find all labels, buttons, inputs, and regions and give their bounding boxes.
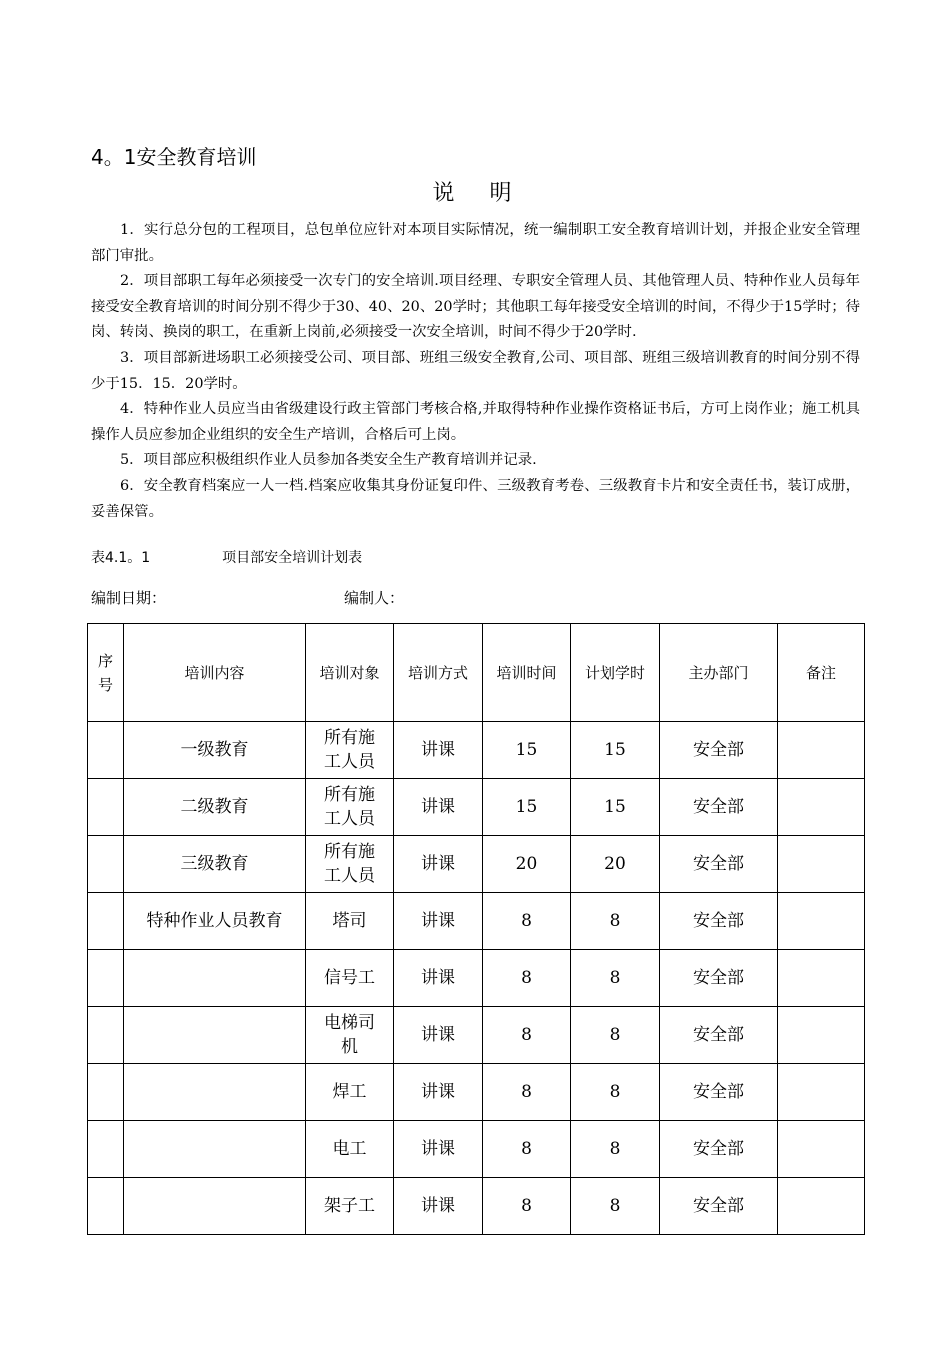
cell-target: 架子工 xyxy=(306,1178,394,1235)
cell-note xyxy=(778,836,865,893)
cell-dept: 安全部 xyxy=(660,779,778,836)
cell-dept: 安全部 xyxy=(660,950,778,1007)
document-title: 说 明 xyxy=(432,181,526,206)
cell-hours: 15 xyxy=(571,722,660,779)
cell-hours: 8 xyxy=(571,893,660,950)
table-row xyxy=(88,893,865,950)
cell-seq xyxy=(88,1178,124,1235)
cell-hours: 8 xyxy=(571,1121,660,1178)
table-row xyxy=(88,1121,865,1178)
cell-method: 讲课 xyxy=(394,722,483,779)
table-title: 项目部安全培训计划表 xyxy=(222,550,363,566)
cell-hours: 15 xyxy=(571,779,660,836)
cell-seq xyxy=(88,722,124,779)
cell-content xyxy=(124,1007,306,1064)
cell-method: 讲课 xyxy=(394,1064,483,1121)
header-method: 培训方式 xyxy=(394,624,483,722)
training-plan-table xyxy=(87,623,865,1235)
note-paragraph: 1．实行总分包的工程项目，总包单位应针对本项目实际情况，统一编制职工安全教育培训计划，并报企业安全管理部门审批。 xyxy=(91,222,860,264)
header-target: 培训对象 xyxy=(306,624,394,722)
cell-hours: 8 xyxy=(571,1007,660,1064)
cell-target: 所有施工人员 xyxy=(306,836,394,893)
cell-target: 信号工 xyxy=(306,950,394,1007)
cell-dept: 安全部 xyxy=(660,1007,778,1064)
note-paragraph: 6．安全教育档案应一人一档.档案应收集其身份证复印件、三级教育考卷、三级教育卡片和安全责任书，装订成册，妥善保管。 xyxy=(91,477,860,520)
cell-time: 8 xyxy=(483,950,571,1007)
cell-note xyxy=(778,722,865,779)
cell-hours: 8 xyxy=(571,950,660,1007)
header-dept: 主办部门 xyxy=(660,624,778,722)
cell-content: 特种作业人员教育 xyxy=(124,893,306,950)
cell-note xyxy=(778,1007,865,1064)
table-caption xyxy=(91,546,362,570)
cell-content: 一级教育 xyxy=(124,722,306,779)
cell-time: 15 xyxy=(483,779,571,836)
table-row xyxy=(88,1178,865,1235)
table-number: 表4.1。1 xyxy=(91,550,151,566)
cell-target: 所有施工人员 xyxy=(306,779,394,836)
table-row xyxy=(88,836,865,893)
table-header-row xyxy=(88,624,865,722)
cell-time: 8 xyxy=(483,1007,571,1064)
table-row xyxy=(88,1007,865,1064)
cell-method: 讲课 xyxy=(394,893,483,950)
cell-hours: 20 xyxy=(571,836,660,893)
compiler-label: 编制人： xyxy=(344,589,405,607)
cell-dept: 安全部 xyxy=(660,1178,778,1235)
cell-seq xyxy=(88,779,124,836)
cell-note xyxy=(778,893,865,950)
cell-seq xyxy=(88,1121,124,1178)
note-paragraph: 4．特种作业人员应当由省级建设行政主管部门考核合格,并取得特种作业操作资格证书后，方可上岗作业；施工机具操作人员应参加企业组织的安全生产培训，合格后可上岗。 xyxy=(91,401,860,443)
cell-content xyxy=(124,1064,306,1121)
cell-seq xyxy=(88,1007,124,1064)
cell-note xyxy=(778,779,865,836)
cell-hours: 8 xyxy=(571,1178,660,1235)
cell-seq xyxy=(88,950,124,1007)
cell-note xyxy=(778,1064,865,1121)
cell-dept: 安全部 xyxy=(660,836,778,893)
cell-target: 焊工 xyxy=(306,1064,394,1121)
cell-content xyxy=(124,950,306,1007)
cell-content xyxy=(124,1178,306,1235)
compile-meta xyxy=(91,586,405,610)
header-note: 备注 xyxy=(778,624,865,722)
cell-content: 二级教育 xyxy=(124,779,306,836)
cell-hours: 8 xyxy=(571,1064,660,1121)
cell-target: 电梯司机 xyxy=(306,1007,394,1064)
cell-dept: 安全部 xyxy=(660,1121,778,1178)
cell-time: 20 xyxy=(483,836,571,893)
header-time: 培训时间 xyxy=(483,624,571,722)
cell-method: 讲课 xyxy=(394,1007,483,1064)
table-row xyxy=(88,1064,865,1121)
table-row xyxy=(88,950,865,1007)
table-row xyxy=(88,722,865,779)
cell-target: 电工 xyxy=(306,1121,394,1178)
header-content: 培训内容 xyxy=(124,624,306,722)
section-heading: 4。1安全教育培训 xyxy=(91,145,257,169)
note-paragraph: 3．项目部新进场职工必须接受公司、项目部、班组三级安全教育,公司、项目部、班组三级培训教育的时间分别不得少于15．15．20学时。 xyxy=(91,349,860,392)
cell-method: 讲课 xyxy=(394,1121,483,1178)
cell-dept: 安全部 xyxy=(660,1064,778,1121)
cell-content: 三级教育 xyxy=(124,836,306,893)
cell-content xyxy=(124,1121,306,1178)
header-seq: 序号 xyxy=(88,624,124,722)
cell-seq xyxy=(88,1064,124,1121)
cell-dept: 安全部 xyxy=(660,722,778,779)
cell-method: 讲课 xyxy=(394,950,483,1007)
cell-time: 8 xyxy=(483,893,571,950)
cell-note xyxy=(778,1178,865,1235)
table-row xyxy=(88,779,865,836)
cell-target: 所有施工人员 xyxy=(306,722,394,779)
cell-method: 讲课 xyxy=(394,1178,483,1235)
cell-method: 讲课 xyxy=(394,779,483,836)
cell-method: 讲课 xyxy=(394,836,483,893)
cell-time: 15 xyxy=(483,722,571,779)
cell-seq xyxy=(88,836,124,893)
cell-note xyxy=(778,950,865,1007)
note-paragraph: 2．项目部职工每年必须接受一次专门的安全培训.项目经理、专职安全管理人员、其他管理人员、特种作业人员每年接受安全教育培训的时间分别不得少于30、40、20、20学时；其他职工每年接受安全培训的时间，不得少于15学时；待岗、转岗、换岗的职工，在重新上岗前,必须接受一次安全培训，时间不得少于20学时. xyxy=(91,273,860,341)
cell-time: 8 xyxy=(483,1064,571,1121)
cell-seq xyxy=(88,893,124,950)
cell-time: 8 xyxy=(483,1178,571,1235)
note-paragraph: 5．项目部应积极组织作业人员参加各类安全生产教育培训并记录. xyxy=(120,452,537,469)
cell-target: 塔司 xyxy=(306,893,394,950)
cell-time: 8 xyxy=(483,1121,571,1178)
cell-dept: 安全部 xyxy=(660,893,778,950)
header-hours: 计划学时 xyxy=(571,624,660,722)
compile-date-label: 编制日期： xyxy=(91,589,167,607)
cell-note xyxy=(778,1121,865,1178)
notes-body xyxy=(91,218,860,525)
